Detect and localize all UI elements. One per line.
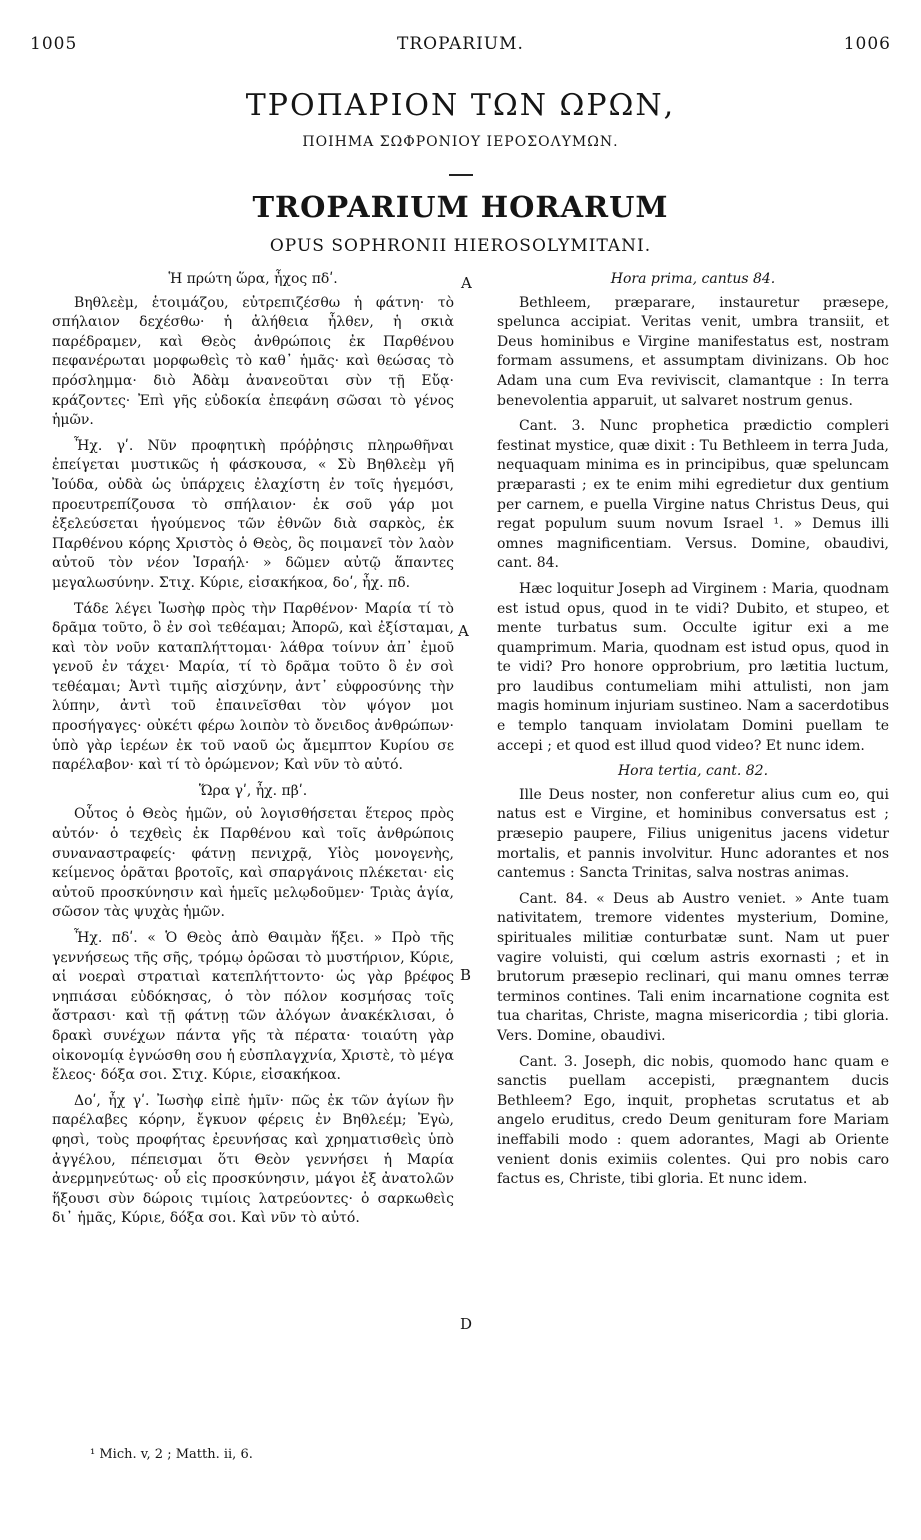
title-latin: TROPARIUM HORARUM (252, 190, 669, 224)
greek-paragraph: Τάδε λέγει Ἰωσὴφ πρὸς τὴν Παρθένον· Μαρία τί τὸ δρᾶμα τοῦτο, ὃ ἐν σοὶ τεθέαμαι; Ἀπορῶ, καὶ ἐξίσταμαι, καὶ τὸν νοῦν καταπλήττομαι· λάθρα τοίνυν ἀπ᾽ ἐμοῦ γενοῦ ἐν τάχει· Μαρία, τί τὸ δρᾶμα τοῦτο ὃ ἐν σοὶ τεθέαμαι; Ἀντὶ τιμῆς αἰσχύνην, ἀντ᾽ εὐφροσύνης τὴν λύπην, ἀντὶ τοῦ ἐπαινεῖσθαι τὸν ψόγον μοι προσήγαγες· οὐκέτι φέρω λοιπὸν τὸ ὄνειδος ἀνθρώπων· ὑπὸ γὰρ ἱερέων ἐκ τοῦ ναοῦ ὡς ἄμεμπτον Κυρίου σε παρέλαβον· καὶ τί τὸ ὁρώμενον; Καὶ νῦν τὸ αὐτό. (52, 600, 454, 774)
subtitle-latin: OPUS SOPHRONII HIEROSOLYMITANI. (269, 236, 652, 256)
running-header (30, 34, 891, 58)
greek-column (52, 270, 454, 1235)
greek-paragraph: Βηθλεὲμ, ἑτοιμάζου, εὐτρεπιζέσθω ἡ φάτνη· τὸ σπήλαιον δεχέσθω· ἡ ἀλήθεια ἦλθεν, ἡ σκιὰ παρέδραμεν, καὶ Θεὸς ἀνθρώποις ἐκ Παρθένου πεφανέρωται μορφωθεὶς τὸ καθ᾽ ἡμᾶς· καὶ θεώσας τὸ πρόσλημμα· διὸ Ἀδὰμ ἀνανεοῦται σὺν τῇ Εὔᾳ· κράζοντες· Ἐπὶ γῆς εὐδοκία ἐπεφάνη σῶσαι τὸ γένος ἡμῶν. (52, 294, 454, 429)
latin-paragraph: Cant. 3. Nunc prophetica prædictio compleri festinat mystice, quæ dixit : Tu Bethleem in terra Juda, nequaquam minima es in principibus, quæ speluncam præparasti ; ex te enim mihi egredietur dux gentium per carnem, e puella Virgine natus Christus Deus, qui regat populum suum novum Israel ¹. » Demus illi omnes magnificentiam. Versus. Domine, obaudivi, cant. 84. (497, 418, 889, 572)
title-separator (449, 174, 473, 176)
margin-marker: A (458, 622, 469, 640)
latin-paragraph: Cant. 3. Joseph, dic nobis, quomodo hanc quam e sanctis puellam accepisti, prægnantem ducis Bethleem? Ego, inquit, prophetas scrutatus et ab angelo eruditus, credo Deum genituram fore Mariam ineffabili modo : quem adorantes, Magi ab Oriente venient donis eximiis colentes. Qui pro nobis caro factus es, Christe, tibi gloria. Et nunc idem. (497, 1053, 889, 1188)
margin-marker: B (460, 966, 472, 984)
latin-paragraph: Cant. 84. « Deus ab Austro veniet. » Ante tuam nativitatem, tremore videntes mysterium, Domine, spirituales militiæ conturbatæ sunt. Nam ut puer vagire voluisti, qui cœlum astris exornasti ; et in brutorum præsepio reclinari, qui manu omnes terræ terminos contines. Tali enim incarnatione cognita est tua charitas, Christe, magna misericordia ; tibi gloria. Vers. Domine, obaudivi. (497, 890, 889, 1044)
latin-paragraph: Ille Deus noster, non conferetur alius cum eo, qui natus est e Virgine, et hominibus conversatus est ; præsepio paupere, Filius unigenitus jacens videtur mortalis, et pannis involvitur. Hunc adorantes et nos cantemus : Sancta Trinitas, salva nostras animas. (497, 786, 889, 882)
greek-section-heading: Ὥρα γʹ, ἦχ. πβʹ. (198, 782, 308, 799)
greek-section-heading: Ἡ πρώτη ὥρα, ἦχος πδʹ. (168, 271, 338, 287)
greek-paragraph: Ἦχ. πδʹ. « Ὁ Θεὸς ἀπὸ Θαιμὰν ἥξει. » Πρὸ τῆς γεννήσεως τῆς σῆς, τρόμῳ ὁρῶσαι τὸ μυστήριον, Κύριε, αἱ νοεραὶ στρατιαὶ κατεπλήττοντο· ὡς γὰρ βρέφος νηπιάσαι εὐδόκησας, ὁ τὸν πόλον κοσμήσας τοῖς ἄστρασι· καὶ τῇ φάτνῃ τῶν ἀλόγων ἀνακέκλισαι, ὁ δρακὶ συνέχων πάντα γῆς τὰ πέρατα· τοιαύτη γὰρ οἰκονομίᾳ ἐγνώσθη σου ἡ εὐσπλαγχνία, Χριστὲ, τὸ μέγα ἔλεος· δόξα σοι. Στιχ. Κύριε, εἰσακήκοα. (52, 930, 454, 1084)
latin-paragraph: Bethleem, præparare, instauretur præsepe, spelunca accipiat. Veritas venit, umbra transiit, et Deus hominibus e Virgine manifestatus est, nostram formam assumens, et assumptam divinizans. Ob hoc Adam una cum Eva reviviscit, clamantque : In terra benevolentia apparuit, ut salvaret nostrum genus. (497, 294, 889, 409)
latin-section-heading: Hora prima, cantus 84. (610, 271, 776, 287)
greek-paragraph: Ἦχ. γʹ. Νῦν προφητικὴ πρόῤῥησις πληρωθῆναι ἐπείγεται μυστικῶς ἡ φάσκουσα, « Σὺ Βηθλεὲμ γῆ Ἰούδα, οὐδὰ ὡς ὑπάρχεις ἐλαχίστη ἐν τοῖς ἡγεμόσι, προευτρεπίζουσα τὸ σπήλαιον· ἐκ σοῦ γάρ μοι ἐξελεύσεται ἡγούμενος τῶν ἐθνῶν διὰ σαρκὸς, ἐκ Παρθένου κόρης Χριστὸς ὁ Θεὸς, ὃς ποιμανεῖ τὸν λαὸν αὐτοῦ τὸν νέον Ἰσραήλ· » δῶμεν αὐτῷ ἅπαντες μεγαλωσύνην. Στιχ. Κύριε, εἰσακήκοα, δοʹ, ἦχ. πδ. (52, 437, 454, 591)
margin-marker: A (461, 274, 472, 292)
subtitle-greek: ΠΟΙΗΜΑ ΣΩΦΡΟΝΙΟΥ ΙΕΡΟΣΟΛΥΜΩΝ. (302, 134, 619, 150)
footnote: ¹ Mich. v, 2 ; Matth. ii, 6. (90, 1447, 253, 1462)
running-title: TROPARIUM. (397, 34, 524, 54)
latin-column (497, 270, 889, 1196)
greek-paragraph: Δοʹ, ἦχ γʹ. Ἰωσὴφ εἰπὲ ἡμῖν· πῶς ἐκ τῶν ἁγίων ἣν παρέλαβες κόρην, ἔγκυον φέρεις ἐν Βηθλεέμ; Ἐγὼ, φησὶ, τοὺς προφήτας ἐρευνήσας καὶ χρηματισθεὶς ὑπὸ ἀγγέλου, πέπεισμαι ὅτι Θεὸν γεννήσει ἡ Μαρία ἀνερμηνεύτως· οὗ εἰς προσκύνησιν, μάγοι ἐξ ἀνατολῶν ἥξουσι σὺν δώροις τιμίοις λατρεύοντες· ὁ σαρκωθεὶς δι᾽ ἡμᾶς, Κύριε, δόξα σοι. Καὶ νῦν τὸ αὐτό. (52, 1092, 454, 1227)
page-number-left: 1005 (30, 34, 78, 54)
latin-section-heading: Hora tertia, cant. 82. (617, 763, 769, 780)
title-greek: ΤΡΟΠΑΡΙΟΝ ΤΩΝ ΩΡΩΝ, (245, 88, 676, 123)
latin-paragraph: Hæc loquitur Joseph ad Virginem : Maria, quodnam est istud opus, quod in te vidi? Dubito, et stupeo, et mente turbatus sum. Occulte igitur exi a me quamprimum. Maria, quodnam est istud opus, quod in te vidi? Pro honore opprobrium, pro lætitia luctum, pro laudibus contumeliam mihi attulisti, non jam magis hominum injuriam sustineo. Nam a sacerdotibus e templo tanquam inviolatam Domini puellam te accepi ; et quod est illud quod video? Et nunc idem. (497, 580, 889, 754)
margin-marker: D (460, 1315, 473, 1333)
greek-paragraph: Οὗτος ὁ Θεὸς ἡμῶν, οὐ λογισθήσεται ἕτερος πρὸς αὐτόν· ὁ τεχθεὶς ἐκ Παρθένου καὶ τοῖς ἀνθρώποις συναναστραφείς· φάτνῃ πενιχρᾷ, Υἱὸς μονογενὴς, κείμενος ὁρᾶται βροτοῖς, καὶ σπαργάνοις πλέκεται· εἰς αὐτοῦ προσκύνησιν καὶ ἡμεῖς μελῳδοῦμεν· Τριὰς ἁγία, σῶσον τὰς ψυχὰς ἡμῶν. (52, 806, 454, 921)
page-number-right: 1006 (843, 34, 891, 54)
